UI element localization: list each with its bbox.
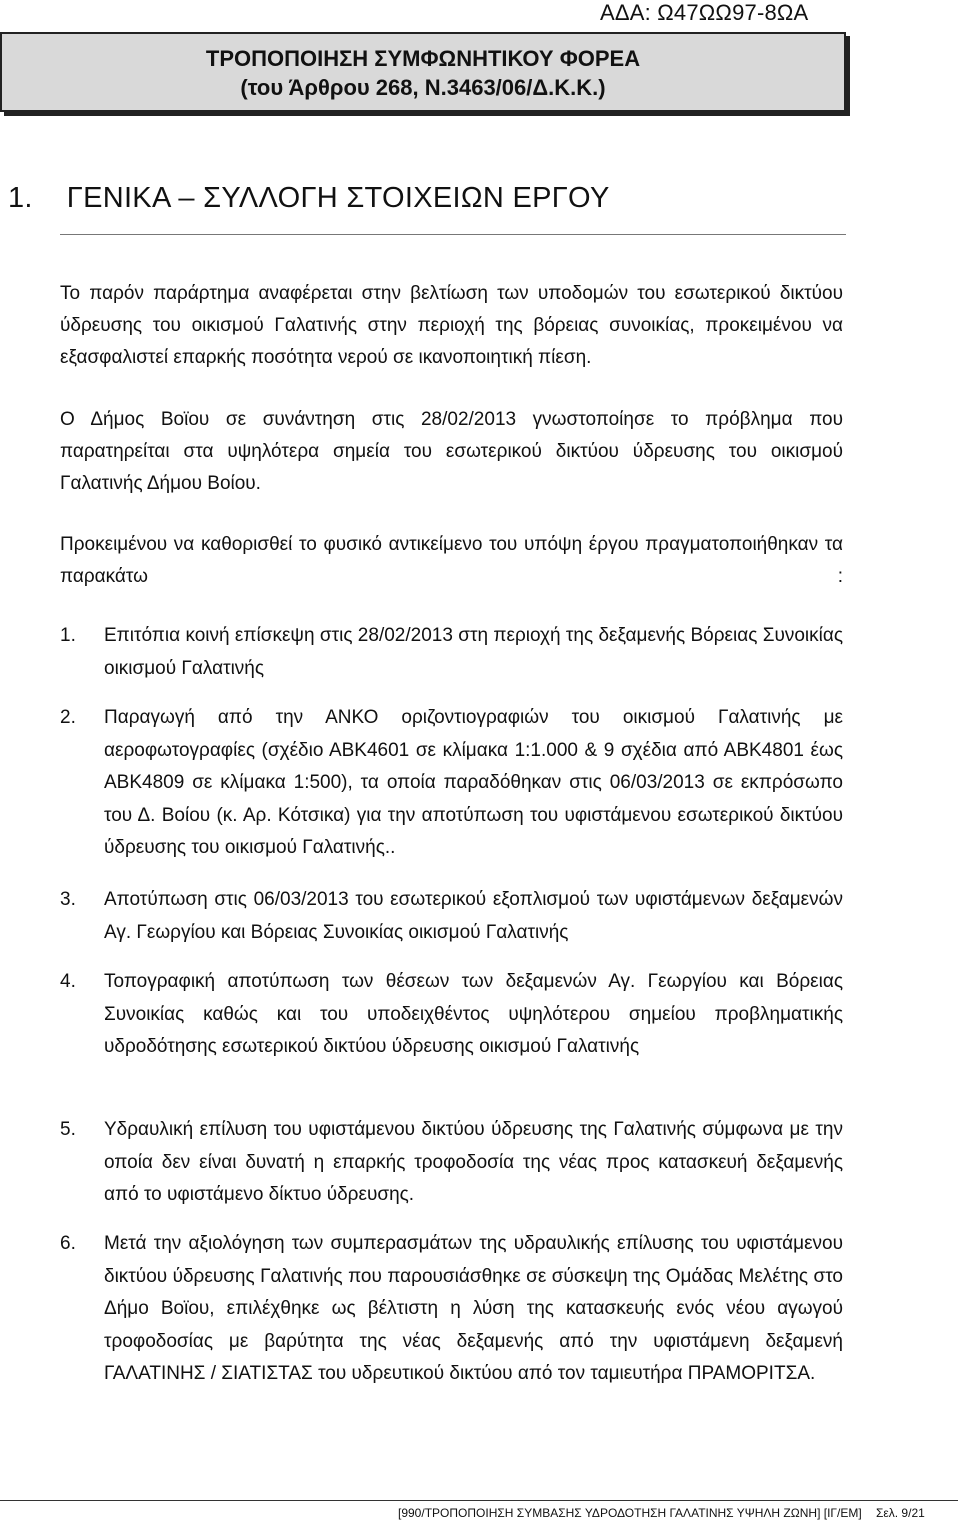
list-item-text: Υδραυλική επίλυση του υφιστάμενου δικτύου ύδρευσης της Γαλατινής σύμφωνα με την οποία δεν είναι δυνατή η επαρκής τροφοδοσία της νέας προς κατασκευή δεξαμενής από το υφιστάμενο δίκτυο ύδρευσης. [104,1119,843,1205]
list-item-text: Παραγωγή από την ΑΝΚΟ οριζοντιογραφιών του οικισμού Γαλατινής με αεροφωτογραφίες (σχέδιο ΑΒΚ4601 σε κλίμακα 1:1.000 & 9 σχέδια από ΑΒΚ4801 έως ΑΒΚ4809 σε κλίμακα 1:500), τα οποία παραδόθηκαν στις 06/03/2013 σε εκπρόσωπο του Δ. Βοίου (κ. Αρ. Κότσικα) για την αποτύπωση του υφιστάμενου εσωτερικού δικτύου ύδρευσης του οικισμού Γαλατινής.. [104,707,843,858]
list-item-text: Μετά την αξιολόγηση των συμπερασμάτων της υδραυλικής επίλυσης του υφιστάμενου δικτύου ύδρευσης Γαλατινής που παρουσιάσθηκε σε σύσκεψη της Ομάδας Μελέτης στο Δήμο Βοϊου, επιλέχθηκε ως βέλτιστη η λύση της κατασκευής ενός νέου αγωγού τροφοδοσίας με βαρύτητα της νέας δεξαμενής από την υφιστάμενη δεξαμενή ΓΑΛΑΤΙΝΗΣ / ΣΙΑΤΙΣΤΑΣ του υδρευτικού δικτύου από τον ταμιευτήρα ΠΡΑΜΟΡΙΤΣΑ. [104,1233,843,1384]
paragraph-meeting: Ο Δήμος Βοϊου σε συνάντηση στις 28/02/2013 γνωστοποίησε το πρόβλημα που παρατηρείται στα υψηλότερα σημεία του εσωτερικού δικτύου ύδρευσης του οικισμού Γαλατινής Δήμου Βοίου. [60,409,843,494]
list-item [60,1114,843,1212]
list-item [60,966,843,1064]
section-heading [8,180,610,216]
list-item-number: 6. [60,1233,76,1254]
footer-page-number: Σελ. 9/21 [876,1506,925,1520]
document-title-box [0,32,846,112]
list-item [60,620,843,685]
section-number: 1. [8,182,33,214]
paragraph-actions-intro: Προκειμένου να καθορισθεί το φυσικό αντικείμενο του υπόψη έργου πραγματοποιήθηκαν τα παρακάτω : [60,534,843,587]
list-item-number: 5. [60,1119,76,1140]
list-item [60,702,843,865]
footer-divider [0,1500,958,1501]
list-item-number: 4. [60,971,76,992]
list-item-number: 1. [60,625,76,646]
list-item-text: Επιτόπια κοινή επίσκεψη στις 28/02/2013 στη περιοχή της δεξαμενής Βόρειας Συνοικίας οικισμού Γαλατινής [104,625,843,679]
list-item-text: Τοπογραφική αποτύπωση των θέσεων των δεξαμενών Αγ. Γεωργίου και Βόρειας Συνοικίας καθώς και του υποδειχθέντος υψηλότερου σημείου προβληματικής υδροδότησης εσωτερικού δικτύου ύδρευσης οικισμού Γαλατινής [104,971,843,1057]
list-item-text: Αποτύπωση στις 06/03/2013 του εσωτερικού εξοπλισμού των υφιστάμενων δεξαμενών Αγ. Γεωργίου και Βόρειας Συνοικίας οικισμού Γαλατινής [104,889,843,943]
list-item-number: 3. [60,889,76,910]
list-item-number: 2. [60,707,76,728]
list-item [60,1228,843,1391]
list-item [60,884,843,949]
section-title: ΓΕΝΙΚΑ – ΣΥΛΛΟΓΗ ΣΤΟΙΧΕΙΩΝ ΕΡΓΟΥ [66,182,610,214]
footer-document-ref: [990/ΤΡΟΠΟΠΟΙΗΣΗ ΣΥΜΒΑΣΗΣ ΥΔΡΟΔΟΤΗΣΗ ΓΑΛΑΤΙΝΗΣ ΥΨΗΛΗ ΖΩΝΗ] [ΙΓ/ΕΜ] [398,1506,862,1520]
ada-code: ΑΔΑ: Ω47ΩΩ97-8ΩΑ [600,0,809,25]
paragraph-intro: Το παρόν παράρτημα αναφέρεται στην βελτίωση των υποδομών του εσωτερικού δικτύου ύδρευσης του οικισμού Γαλατινής στην περιοχή της βόρειας συνοικίας, προκειμένου να εξασφαλιστεί επαρκής ποσότητα νερού σε ικανοποιητική πίεση. [60,283,843,368]
document-subtitle: (του Άρθρου 268, Ν.3463/06/Δ.Κ.Κ.) [240,75,606,100]
heading-underline [60,234,846,235]
document-title: ΤΡΟΠΟΠΟΙΗΣΗ ΣΥΜΦΩΝΗΤΙΚΟΥ ΦΟΡΕΑ [205,46,641,71]
